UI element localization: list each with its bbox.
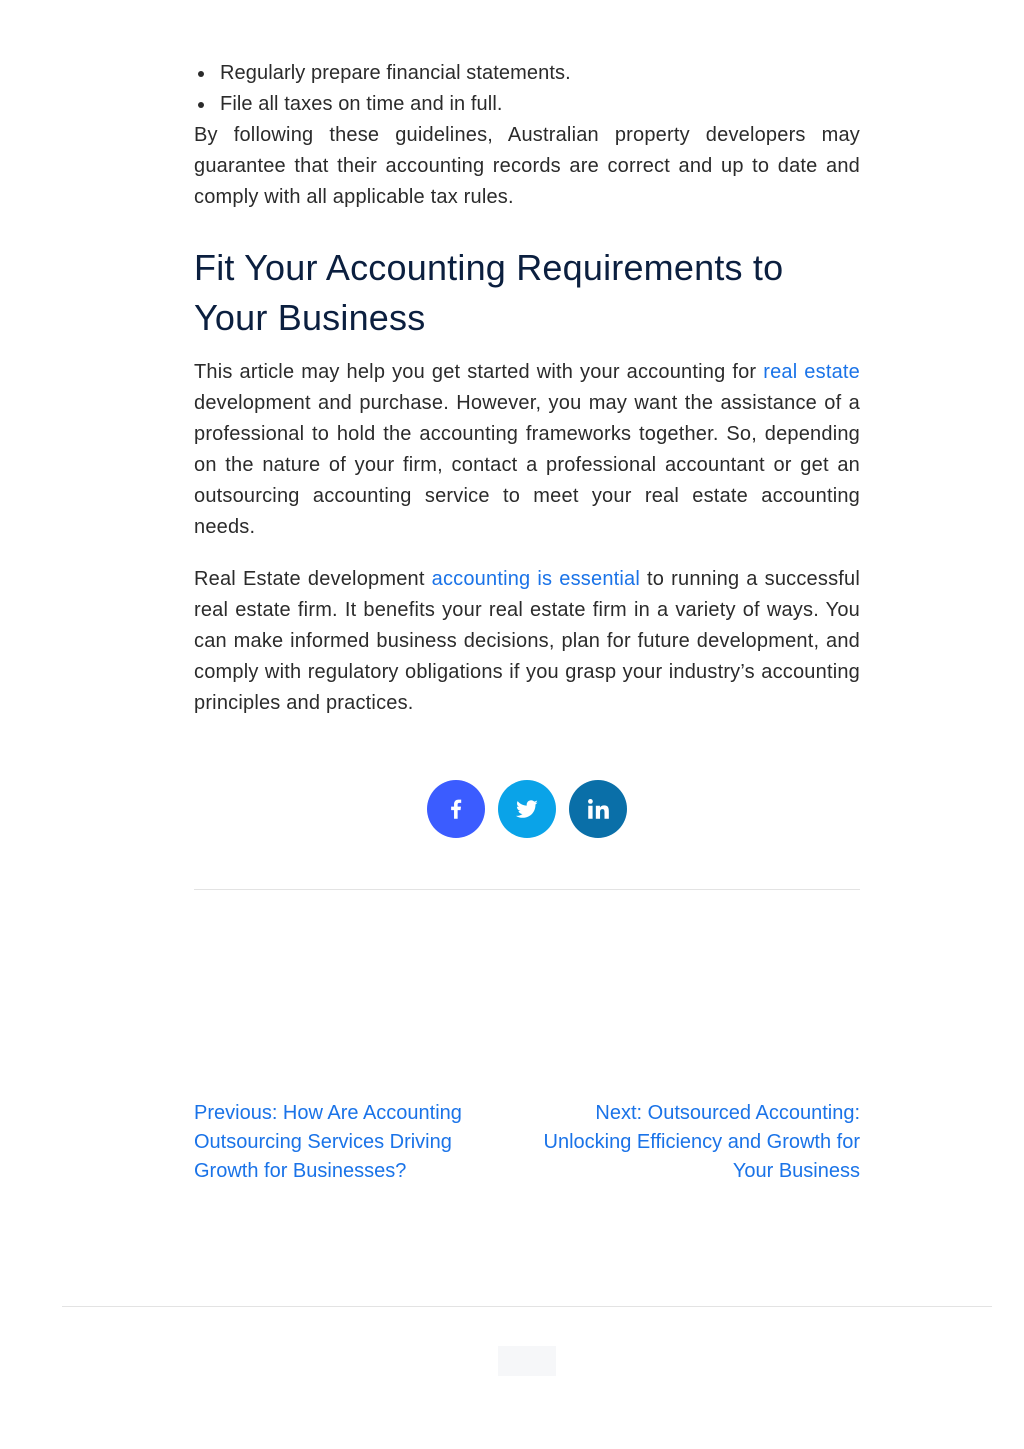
article-content	[194, 58, 860, 719]
next-post-link[interactable]: Next: Outsourced Accounting: Unlocking Efficiency and Growth for Your Business	[543, 1102, 860, 1182]
previous-post-link[interactable]: Previous: How Are Accounting Outsourcing Services Driving Growth for Businesses?	[194, 1102, 462, 1182]
linkedin-share-button[interactable]	[569, 780, 627, 838]
accounting-essential-link[interactable]: accounting is essential	[431, 568, 641, 590]
linkedin-icon	[585, 796, 611, 822]
list-item	[194, 58, 860, 89]
content-divider	[194, 889, 860, 890]
facebook-share-button[interactable]	[427, 780, 485, 838]
article-paragraph	[194, 357, 860, 543]
twitter-icon	[514, 796, 540, 822]
bullet-dot	[198, 71, 204, 77]
paragraph-text: development and purchase. However, you may want the assistance of a professional to hold the accounting frameworks together. So, depending on the nature of your firm, contact a professional accountant or get an outsourcing accounting service to meet your real estate accounting needs.	[194, 392, 860, 538]
twitter-share-button[interactable]	[498, 780, 556, 838]
footer-divider	[62, 1306, 992, 1307]
share-buttons	[427, 780, 627, 838]
real-estate-link[interactable]: real estate	[763, 361, 860, 383]
post-navigation	[194, 1099, 860, 1186]
list-item-text: File all taxes on time and in full.	[220, 93, 503, 115]
bullet-dot	[198, 102, 204, 108]
section-title: Fit Your Accounting Requirements to Your Business	[194, 247, 784, 338]
list-item-text: Regularly prepare financial statements.	[220, 62, 571, 84]
bullet-list	[194, 58, 860, 120]
facebook-icon	[443, 796, 469, 822]
footer-placeholder	[498, 1346, 556, 1376]
paragraph-text: This article may help you get started with your accounting for	[194, 361, 764, 383]
list-item	[194, 89, 860, 120]
closing-paragraph: By following these guidelines, Australian property developers may guarantee that their accounting records are correct and up to date and comply with all applicable tax rules.	[194, 124, 860, 208]
paragraph-text: to running a successful real estate firm. It benefits your real estate firm in a variety of ways. You can make informed business decisions, plan for future development, and comply with regulatory obligations if you grasp your industry’s accounting principles and practices.	[194, 568, 861, 714]
development-paragraph	[194, 564, 860, 719]
paragraph-text: Real Estate development	[194, 568, 432, 590]
